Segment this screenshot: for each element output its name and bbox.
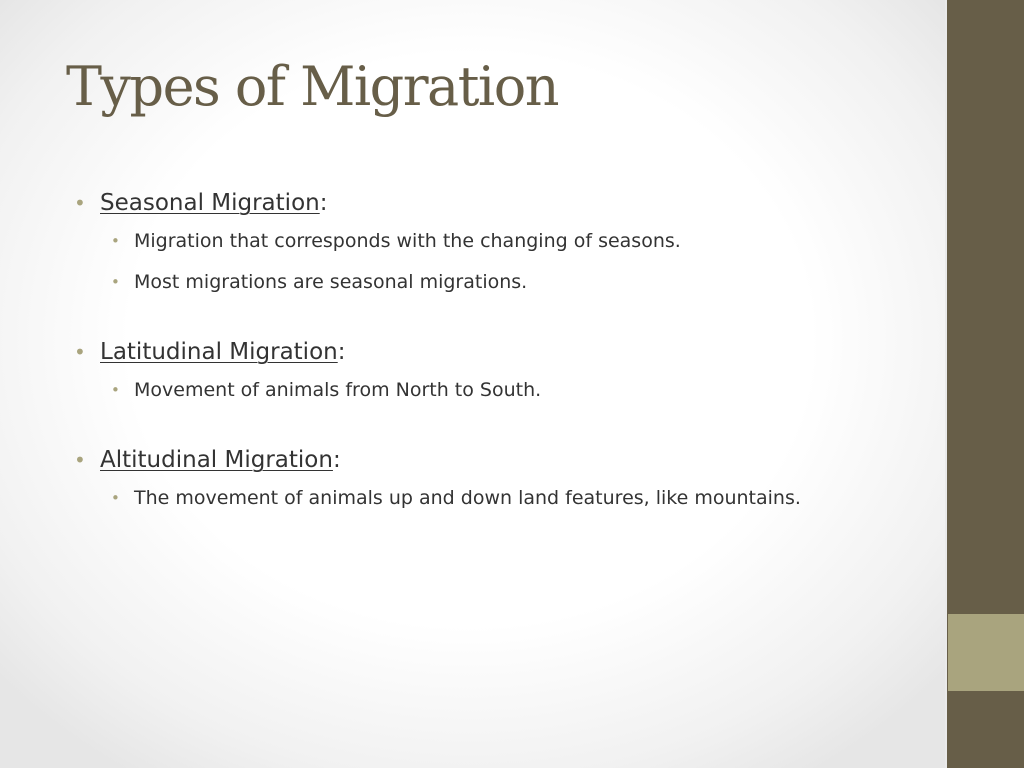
bullet-level1 xyxy=(74,443,874,477)
heading-suffix: : xyxy=(332,447,341,473)
heading-suffix: : xyxy=(337,339,346,365)
bullet-text: The movement of animals up and down land features, like mountains. xyxy=(134,487,801,509)
bullet-dot-icon: • xyxy=(74,340,86,364)
section-heading: Seasonal Migration xyxy=(100,190,320,216)
bullet-dot-icon: • xyxy=(74,191,86,215)
bullet-dot-icon: • xyxy=(111,232,120,250)
section-latitudinal-migration xyxy=(74,335,874,407)
slide-title: Types of Migration xyxy=(66,55,558,118)
section-heading: Altitudinal Migration xyxy=(100,447,333,473)
section-altitudinal-migration xyxy=(74,443,874,515)
bullet-text: Most migrations are seasonal migrations. xyxy=(134,271,528,293)
bullet-dot-icon: • xyxy=(111,381,120,399)
bullet-text: Migration that corresponds with the changing of seasons. xyxy=(134,230,681,252)
bullet-level2 xyxy=(74,265,814,299)
bullet-dot-icon: • xyxy=(74,448,86,472)
section-heading: Latitudinal Migration xyxy=(100,339,338,365)
heading-suffix: : xyxy=(319,190,328,216)
sidebar-accent-block xyxy=(948,614,1024,691)
bullet-level1 xyxy=(74,186,874,220)
section-seasonal-migration xyxy=(74,186,874,299)
bullet-level2 xyxy=(74,224,814,258)
bullet-text: Movement of animals from North to South. xyxy=(134,379,542,401)
slide-content xyxy=(74,186,874,551)
bullet-level2 xyxy=(74,481,814,515)
bullet-level2 xyxy=(74,373,814,407)
bullet-dot-icon: • xyxy=(111,273,120,291)
bullet-level1 xyxy=(74,335,874,369)
bullet-dot-icon: • xyxy=(111,489,120,507)
